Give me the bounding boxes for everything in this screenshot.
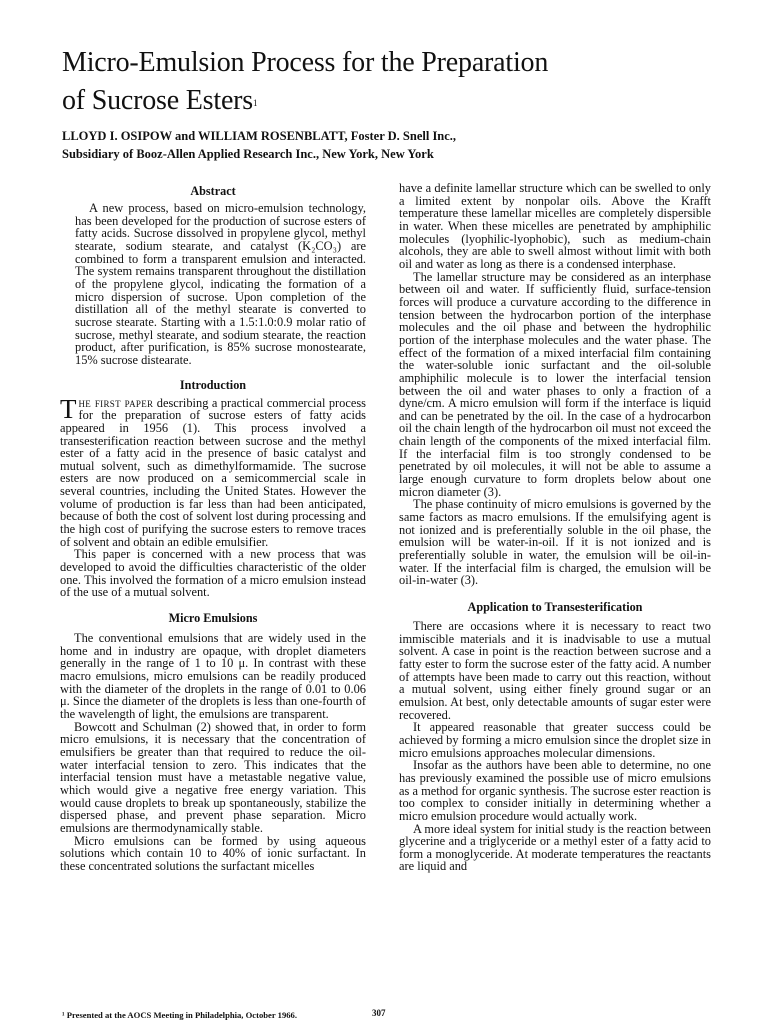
page-number: 307: [372, 1008, 386, 1018]
title-line-2: of Sucrose Esters: [62, 85, 254, 116]
introduction-paragraph-1: [60, 393, 366, 549]
micro-emulsions-paragraph-2: Bowcott and Schulman (2) showed that, in order to form micro emulsions, it is necessary that the concentration of emulsifiers be greater than that required to reduce the oil-water interfacial tension to zero. This indicates that the interfacial tension must have a metastable negative value, which would give a negative free energy variation. This would cause droplets to break up spontaneously, stabilize the dispersed phase, and prevent phase separation. Micro emulsions are thermodynamically stable.: [60, 719, 366, 835]
transesterification-heading: Application to Transesterification: [467, 600, 643, 614]
introduction-paragraph-2: This paper is concerned with a new process that was developed to avoid the difficulties characteristic of the older one. This involved the formation of a micro emulsion instead of the use of a mutual solvent.: [60, 547, 366, 600]
title-line-1: Micro-Emulsion Process for the Preparation: [62, 47, 549, 78]
right-paragraph-3: The phase continuity of micro emulsions is governed by the same factors as macro emulsions. If the emulsifying agent is not ionized and is preferentially soluble in the oil phase, the emulsion will be water-in-oil. If it is not ionized and is preferentially soluble in water, the emulsion will be oil-in-water. If the interfacial film is charged, the emulsion will be oil-in-water (3).: [399, 497, 711, 588]
transesterification-paragraph-4: A more ideal system for initial study is the reaction between glycerine and a triglyceride or a methyl ester of a fatty acid to form a monoglyceride. At moderate temperatures the reactants are liquid and: [399, 821, 711, 874]
introduction-heading: Introduction: [179, 377, 247, 392]
title-footnote-mark: 1: [253, 98, 258, 108]
intro-smallcaps: he first paper: [78, 395, 154, 410]
abstract-section: [60, 184, 366, 367]
drop-cap: T: [60, 393, 77, 424]
micro-emulsions-paragraph-3: Micro emulsions can be formed by using aqueous solutions which contain 10 to 40% of ionic surfactant. In these concentrated solutions the surfactant micelles: [60, 833, 366, 873]
author-names: LLOYD I. OSIPOW and WILLIAM ROSENBLATT, Foster D. Snell Inc.,: [62, 129, 457, 143]
author-block: [62, 127, 722, 163]
left-column: [60, 184, 366, 873]
micro-emulsions-heading: Micro Emulsions: [168, 611, 258, 626]
transesterification-paragraph-3: Insofar as the authors have been able to determine, no one has previously examined the possible use of micro emulsions as a method for organic synthesis. The sucrose ester reaction is too complex to consider initially in determining whether a micro emulsion procedure would actually work.: [399, 758, 711, 823]
right-paragraph-2: The lamellar structure may be considered as an interphase between oil and water. If sufficiently fluid, surface-tension forces will produce a curvature according to the difference in tension between the hydrocarbon portion of the interphase molecules and the oil phase and between the hydrophilic portion of the interphase molecules and the water phase. The effect of the formation of a mixed interfacial film containing the water-soluble ionic surfactant and the oil-soluble amphiphilic molecule is to lower the interfacial tension between the oil and water phases to only a fraction of a dyne/cm. A micro emulsion will form if the interface is liquid and can be penetrated by the oil. In the case of a hydrocarbon oil the chain length of the hydrocarbon oil must not exceed the chain length of the components of the mixed interfacial film. If the interfacial film is too strongly condensed to be penetrated by oil molecules, it will not be able to assume a large enough curvature to form droplets below about one micron diameter (3).: [399, 269, 711, 499]
micro-emulsions-paragraph-1: The conventional emulsions that are widely used in the home and in industry are opaque, with droplet diameters generally in the range of 1 to 10 μ. In contrast with these macro emulsions, micro emulsions can be readily produced with the diameter of the droplets in the range of 0.01 to 0.06 μ. Since the diameter of the droplets is less than one-fourth of the wavelength of light, the emulsions are transparent.: [60, 631, 367, 721]
footnote: ¹ Presented at the AOCS Meeting in Philadelphia, October 1966.: [62, 1010, 297, 1020]
transesterification-paragraph-1: There are occasions where it is necessary to react two immiscible materials and it is inadvisable to use a mutual solvent. A case in point is the reaction between sucrose and a fatty ester to form the sucrose ester of the fatty acid. A number of attempts have been made to carry out this reaction, without a mutual solvent, using either finely ground sugar or an emulsion. At best, only detectable amounts of sugar ester were recovered.: [399, 619, 711, 722]
transesterification-paragraph-2: It appeared reasonable that greater success could be achieved by forming a micro emulsion since the droplet size in micro emulsions approaches molecular dimensions.: [399, 720, 711, 760]
author-affiliation: Subsidiary of Booz-Allen Applied Research Inc., New York, New York: [62, 147, 434, 161]
right-paragraph-1: have a definite lamellar structure which can be swelled to only a limited extent by nonpolar oils. Above the Krafft temperature these lamellar micelles are completely dispersible in water. When these micelles are penetrated by amphiphilic molecules (lyophilic-lyophobic), such as medium-chain alcohols, they are able to swell almost without limit with both oil and water as long as there is a condensed interphase.: [399, 181, 711, 271]
abstract-text: A new process, based on micro-emulsion technology, has been developed for the production of sucrose esters of fatty acids. Sucrose dissolved in propylene glycol, methyl stearate, sodium stearate, and catalyst (K₂CO₃) are combined to form a transparent emulsion and interacted. The system remains transparent throughout the distillation of the propylene glycol, indicating the formation of a micro dispersion of sucrose. Upon completion of the distillation all of the methyl stearate is converted to sucrose stearate. Starting with a 1.5:1.0:0.9 molar ratio of sucrose, methyl stearate, and sodium stearate, the reaction product, after purification, is 85% sucrose monostearate, 15% sucrose distearate.: [75, 201, 366, 367]
intro-p1-text: describing a practical commercial process for the preparation of sucrose esters of fatty acids appeared in 1956 (1). This process involved a transesterification reaction between sucrose and the methyl ester of a fatty acid in the presence of basic catalyst and mutual solvent, such as dimethylformamide. The sucrose esters are now produced on a semicommercial scale in several countries, including the United States. However the volume of production is far less than had been anticipated, because of both the cost of solvent lost during processing and the high cost of purifying the sucrose esters to remove traces of solvent and obtain an edible emulsifier.: [60, 395, 366, 549]
article-title: [62, 44, 712, 120]
abstract-heading: Abstract: [190, 184, 236, 198]
right-column: [399, 182, 711, 873]
